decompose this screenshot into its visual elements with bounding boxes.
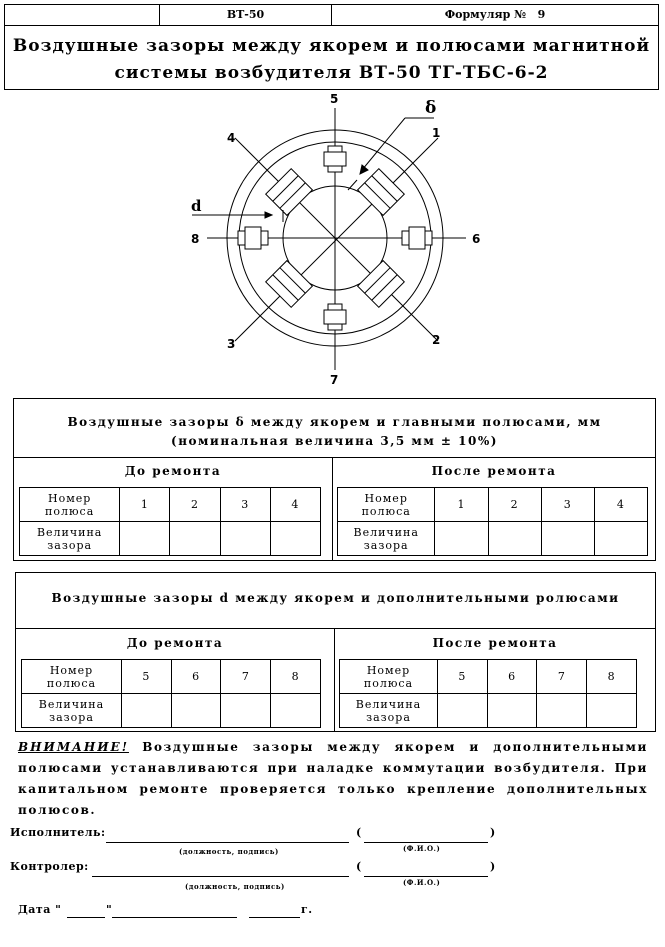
gap-cell[interactable] xyxy=(121,694,171,728)
pole-label-2: 2 xyxy=(432,333,441,347)
gap-cell[interactable] xyxy=(171,694,221,728)
page-title: Воздушные зазоры между якорем и полюсами магнитной системы возбудителя ВТ-50 ТГ-ТБС-6-2 xyxy=(12,36,651,83)
after-repair-label-1: После ремонта xyxy=(431,464,557,478)
pole-label-5: 5 xyxy=(330,92,339,106)
add-gaps-table-before: Номер полюса 5 6 7 8 Величина зазора xyxy=(21,659,321,728)
gap-cell[interactable] xyxy=(594,522,647,556)
gap-cell[interactable] xyxy=(271,694,321,728)
gap-cell[interactable] xyxy=(435,522,488,556)
main-gaps-table-after: Номер полюса 1 2 3 4 Величина зазора xyxy=(337,487,648,556)
pole-label-6: 6 xyxy=(472,232,481,246)
main-gaps-table-before: Номер полюса 1 2 3 4 Величина зазора xyxy=(19,487,321,556)
row-label: Величина зазора xyxy=(22,694,122,728)
position-hint: (должность, подпись) xyxy=(185,882,285,891)
gap-cell[interactable] xyxy=(587,694,637,728)
pole-label-3: 3 xyxy=(227,337,236,351)
controller-sign-line[interactable] xyxy=(92,876,349,877)
gap-cell[interactable] xyxy=(438,694,488,728)
pole-label-4: 4 xyxy=(227,131,236,145)
device-code: ВТ-50 xyxy=(226,8,265,21)
gap-cell[interactable] xyxy=(120,522,170,556)
warning-label: ВНИМАНИЕ! xyxy=(18,740,129,754)
gap-cell[interactable] xyxy=(488,522,541,556)
before-repair-label-2: До ремонта xyxy=(126,636,224,650)
row-label: Величина зазора xyxy=(20,522,120,556)
date-label: Дата " xyxy=(18,903,62,916)
date-month-line[interactable] xyxy=(112,917,237,918)
pole-label-1: 1 xyxy=(432,126,441,140)
gap-cell[interactable] xyxy=(541,522,594,556)
position-hint: (должность, подпись) xyxy=(179,847,279,856)
date-day-line[interactable] xyxy=(67,917,105,918)
row-label: Величина зазора xyxy=(340,694,438,728)
gap-cell[interactable] xyxy=(170,522,220,556)
gap-cell[interactable] xyxy=(537,694,587,728)
row-label: Номер полюса xyxy=(22,660,122,694)
executor-sign-line[interactable] xyxy=(106,842,349,843)
form-number-label: Формуляр № 9 xyxy=(444,8,546,21)
date-year-line[interactable] xyxy=(249,917,300,918)
row-label: Номер полюса xyxy=(340,660,438,694)
gap-cell[interactable] xyxy=(220,522,270,556)
executor-fio-line[interactable] xyxy=(364,842,488,843)
gap-cell[interactable] xyxy=(487,694,537,728)
form-header xyxy=(4,4,659,90)
row-label: Номер полюса xyxy=(338,488,435,522)
controller-fio-line[interactable] xyxy=(364,876,488,877)
pole-label-7: 7 xyxy=(330,373,339,387)
fio-hint: (Ф.И.О.) xyxy=(403,878,441,887)
row-label: Номер полюса xyxy=(20,488,120,522)
gap-cell[interactable] xyxy=(221,694,271,728)
before-repair-label-1: До ремонта xyxy=(124,464,222,478)
main-gaps-heading: Воздушные зазоры δ между якорем и главными полюсами, мм (номинальная величина 3,5 мм ± 10%) xyxy=(67,415,602,448)
row-label: Величина зазора xyxy=(338,522,435,556)
pole-label-8: 8 xyxy=(191,232,200,246)
main-pole-4 xyxy=(358,169,405,216)
warning-note: ВНИМАНИЕ! Воздушные зазоры между якорем и дополнительными полюсами устанавливаются при наладке коммутации возбудителя. При капитальном ремонте проверяется только крепление дополнительных полюсов. xyxy=(18,740,648,817)
gap-cell[interactable] xyxy=(270,522,320,556)
executor-label: Исполнитель: xyxy=(10,826,106,839)
year-suffix: г. xyxy=(301,903,313,916)
delta-label: δ xyxy=(425,98,437,118)
main-pole-2 xyxy=(266,261,313,308)
d-label: d xyxy=(191,197,202,215)
after-repair-label-2: После ремонта xyxy=(432,636,558,650)
controller-label: Контролер: xyxy=(10,860,89,873)
add-gaps-table-after: Номер полюса 5 6 7 8 Величина зазора xyxy=(339,659,637,728)
pole-gap-diagram xyxy=(180,88,500,393)
fio-hint: (Ф.И.О.) xyxy=(403,844,441,853)
add-gaps-heading: Воздушные зазоры d между якорем и дополнительными ролюсами xyxy=(51,591,620,605)
header-top-row xyxy=(5,5,658,26)
